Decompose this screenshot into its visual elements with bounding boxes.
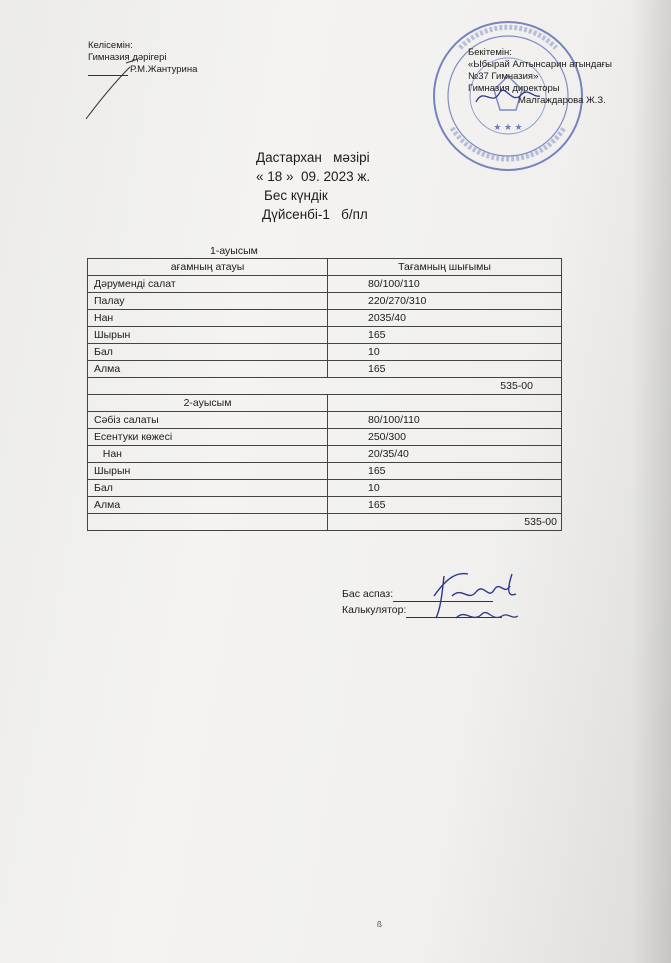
shift2-total-row: [88, 514, 562, 531]
approval-right-line3: №37 Гимназия»: [468, 71, 539, 82]
doctor-signature: [78, 55, 148, 125]
approval-left-line2: Гимназия дәрігері: [88, 52, 167, 63]
table-row: [88, 480, 562, 497]
title-date: « 18 » 09. 2023 ж.: [256, 169, 371, 184]
col-header-dish: ағамның атауы: [88, 259, 328, 276]
title-day: Дүйсенбі-1 б/пл: [262, 207, 368, 222]
dish-portion: 80/100/110: [328, 276, 562, 293]
dish-name: Шырын: [88, 327, 328, 344]
shift2-total: 535-00: [328, 514, 562, 531]
dish-name: Палау: [88, 293, 328, 310]
dish-portion: 20/35/40: [328, 446, 562, 463]
footer-mark: ß: [377, 920, 382, 929]
dish-portion: 10: [328, 480, 562, 497]
dish-portion: 220/270/310: [328, 293, 562, 310]
menu-table: [87, 258, 562, 531]
dish-portion: 165: [328, 463, 562, 480]
table-row: [88, 276, 562, 293]
dish-name: Шырын: [88, 463, 328, 480]
shift1-label: 1-ауысым: [210, 245, 258, 257]
dish-name: Нан: [88, 310, 328, 327]
calc-label: Калькулятор:: [342, 604, 407, 616]
title-period: Бес күндік: [264, 188, 328, 203]
approval-right-line1: Бекітемін:: [468, 47, 512, 58]
dish-portion: 165: [328, 497, 562, 514]
col-header-portion: Тағамның шығымы: [328, 259, 562, 276]
dish-name: Сәбіз салаты: [88, 412, 328, 429]
dish-name: Бал: [88, 344, 328, 361]
table-header-row: [88, 259, 562, 276]
table-row: [88, 497, 562, 514]
approval-left-line1: Келісемін:: [88, 40, 133, 51]
dish-name: Алма: [88, 361, 328, 378]
doctor-name: Р.М.Жантурина: [130, 64, 198, 75]
table-row: [88, 429, 562, 446]
table-row: [88, 361, 562, 378]
approval-right-line4: Гимназия директоры: [468, 83, 560, 94]
table-row: [88, 293, 562, 310]
director-signature: [472, 84, 542, 110]
svg-text:★ ★ ★: ★ ★ ★: [493, 122, 523, 132]
dish-name: Алма: [88, 497, 328, 514]
dish-portion: 2035/40: [328, 310, 562, 327]
shift1-total-row: [88, 378, 562, 395]
shift2-label-row: [88, 395, 562, 412]
chef-label: Бас аспаз:: [342, 588, 394, 600]
dish-name: Дәрумендi салат: [88, 276, 328, 293]
dish-portion: 250/300: [328, 429, 562, 446]
calculator-signature: [452, 606, 522, 628]
dish-name: Есентуки көжесі: [88, 429, 328, 446]
table-row: [88, 344, 562, 361]
dish-portion: 165: [328, 327, 562, 344]
dish-portion: 10: [328, 344, 562, 361]
approval-right-line2: «Ыбырай Алтынсарин атындағы: [468, 59, 612, 70]
shift2-label: 2-ауысым: [88, 395, 328, 412]
table-row: [88, 327, 562, 344]
menu-title: [256, 148, 370, 224]
dish-portion: 80/100/110: [328, 412, 562, 429]
table-row: [88, 446, 562, 463]
dish-portion: 165: [328, 361, 562, 378]
dish-name: Нан: [88, 446, 328, 463]
director-name: Малгаждарова Ж.З.: [518, 95, 606, 106]
shift1-total: 535-00: [328, 378, 562, 395]
table-row: [88, 412, 562, 429]
dish-name: Бал: [88, 480, 328, 497]
table-row: [88, 463, 562, 480]
table-row: [88, 310, 562, 327]
title-line1: Дастархан мәзірі: [256, 150, 370, 165]
page-shadow: [631, 0, 671, 963]
